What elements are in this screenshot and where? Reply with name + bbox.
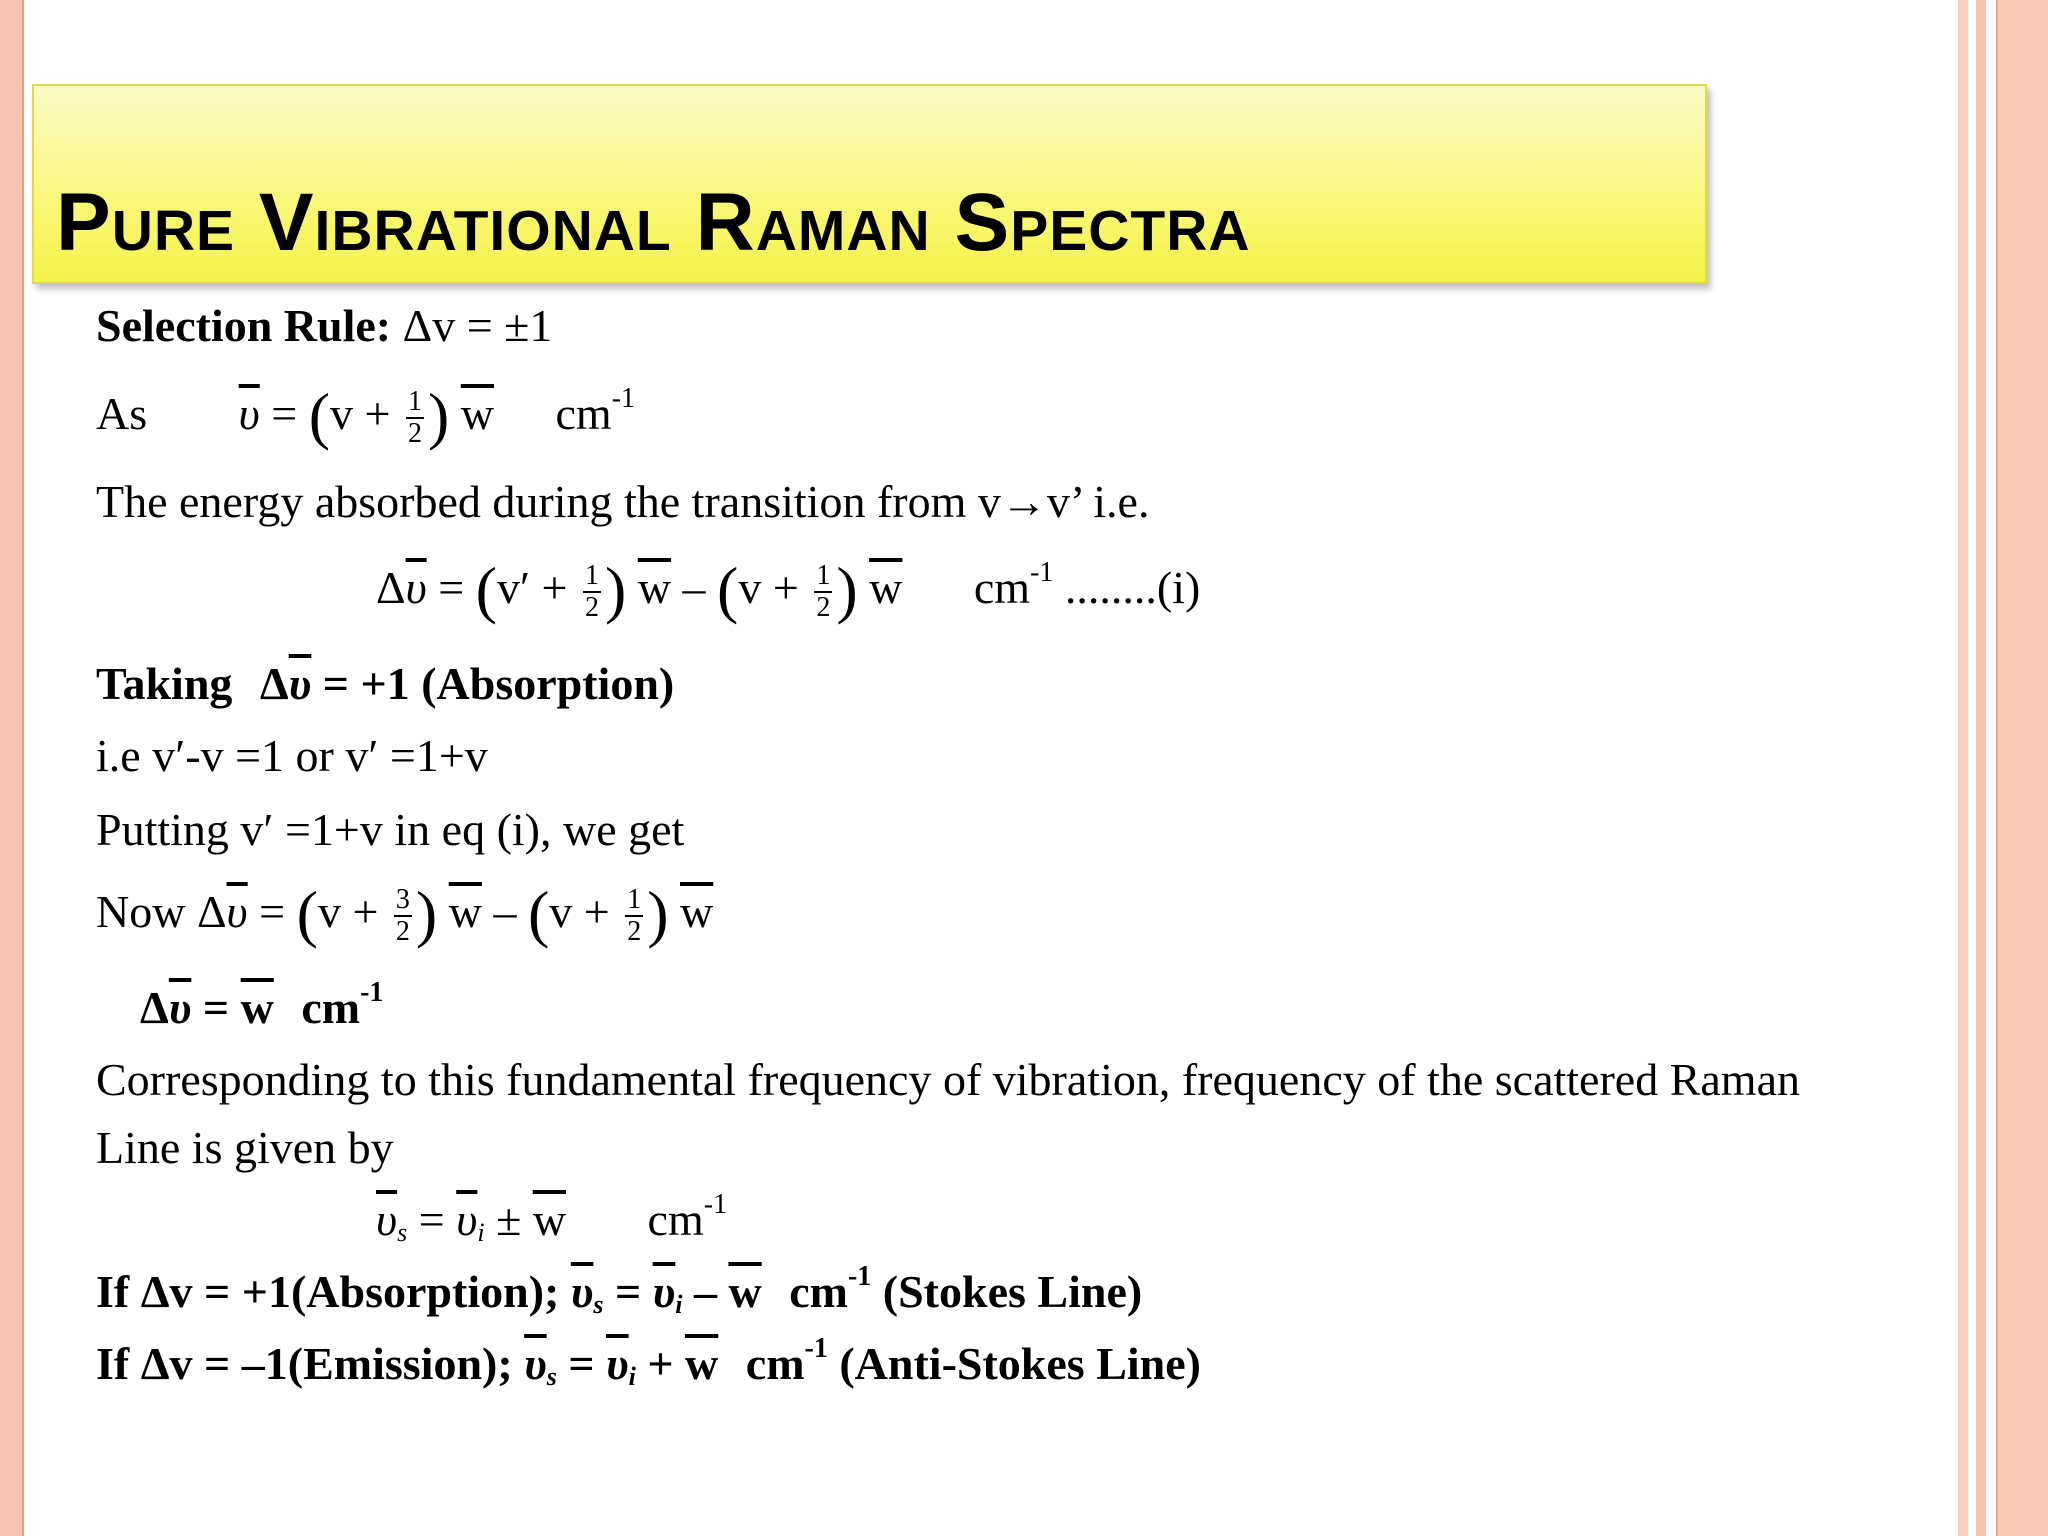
w-bar-symbol: $\overline{w}$ xyxy=(532,1194,567,1245)
subscript-i: i xyxy=(675,1290,683,1319)
energy-absorbed-text: The energy absorbed during the transition from v→v’ i.e. xyxy=(96,476,1150,527)
anti-stokes-line-rule xyxy=(96,1333,1201,1392)
w-bar-symbol: $\overline{w}$ xyxy=(448,886,482,937)
fraction-three-halves: $\frac{3}{2}$ xyxy=(395,884,410,948)
taking-label: Taking xyxy=(96,658,233,709)
delta-symbol: Δ xyxy=(376,562,406,613)
paren-open: ( xyxy=(308,380,331,451)
right-edge-stripe xyxy=(1958,0,1968,1536)
subscript-s: s xyxy=(546,1362,557,1391)
unit-exponent: -1 xyxy=(804,1333,828,1364)
slide-title: Pure Vibrational Raman Spectra xyxy=(56,177,1251,268)
plus-one-value: +1 xyxy=(360,658,410,709)
unit-cm: cm xyxy=(647,1194,704,1245)
selection-rule-expr: Δv = ±1 xyxy=(402,300,553,351)
subscript-i: i xyxy=(477,1218,485,1247)
unit-cm: cm xyxy=(789,1266,848,1317)
w-bar-symbol: $\overline{w}$ xyxy=(869,562,903,613)
equation-number: ........(i) xyxy=(1064,562,1201,613)
selection-rule-line xyxy=(96,298,552,354)
right-edge-band xyxy=(1996,0,2048,1536)
wavenumber-symbol: $\overline{\upsilon}$ xyxy=(238,388,260,439)
minus-sign: – xyxy=(693,1266,717,1317)
unit-exponent: -1 xyxy=(847,1261,872,1292)
corresponding-text: Corresponding to this fundamental frequency of vibration, frequency of the scattered Raman xyxy=(96,1054,1800,1105)
wavenumber-symbol: $\overline{\upsilon}$ xyxy=(652,1266,676,1317)
w-bar-symbol: $\overline{w}$ xyxy=(680,886,714,937)
plus-sign: + xyxy=(583,886,610,937)
equals-sign: = xyxy=(322,658,349,709)
selection-rule-label: Selection Rule: xyxy=(96,300,392,351)
unit-exponent: -1 xyxy=(611,383,636,414)
emission-condition: If Δv = –1(Emission); xyxy=(96,1338,513,1389)
delta-symbol: Δ xyxy=(259,658,289,709)
unit-cm: cm xyxy=(301,982,361,1033)
plus-sign: + xyxy=(647,1338,674,1389)
paren-close: ) xyxy=(427,380,450,451)
fraction-half: $\frac{1}{2}$ xyxy=(627,884,642,948)
v-symbol: v xyxy=(317,886,341,937)
unit-exponent: -1 xyxy=(360,977,384,1008)
paren-close: ) xyxy=(415,878,438,949)
wavenumber-symbol: $\overline{\upsilon}$ xyxy=(524,1338,547,1389)
v-symbol: v xyxy=(549,886,573,937)
taking-absorption-line xyxy=(96,656,674,712)
wavenumber-symbol: $\overline{\upsilon}$ xyxy=(288,658,312,709)
line-given-by-text: Line is given by xyxy=(96,1122,394,1173)
minus-sign: – xyxy=(493,886,517,937)
paren-open: ( xyxy=(296,878,318,949)
minus-sign: – xyxy=(682,562,706,613)
paren-close: ) xyxy=(647,878,669,949)
plus-sign: + xyxy=(772,562,799,613)
equals-sign: = xyxy=(614,1266,642,1317)
fraction-half: $\frac{1}{2}$ xyxy=(816,560,831,624)
v-symbol: v xyxy=(330,388,354,439)
unit-cm: cm xyxy=(555,388,612,439)
scattered-line-equation xyxy=(376,1189,728,1248)
wavenumber-symbol: $\overline{\upsilon}$ xyxy=(570,1266,594,1317)
v-symbol: v xyxy=(738,562,762,613)
wavenumber-symbol: $\overline{\upsilon}$ xyxy=(226,886,248,937)
stokes-line-label: (Stokes Line) xyxy=(882,1266,1143,1317)
energy-level-equation xyxy=(96,380,636,451)
transition-equation xyxy=(376,554,1201,625)
absorption-condition: If Δv = +1(Absorption); xyxy=(96,1266,560,1317)
v-prime-relation: i.e v′-v =1 or v′ =1+v xyxy=(96,730,488,781)
plus-sign: + xyxy=(364,388,391,439)
equals-sign: = xyxy=(568,1338,595,1389)
plus-sign: + xyxy=(541,562,568,613)
unit-cm: cm xyxy=(745,1338,805,1389)
wavenumber-symbol: $\overline{\upsilon}$ xyxy=(376,1194,398,1245)
paren-close: ) xyxy=(836,554,858,625)
equals-sign: = xyxy=(259,886,286,937)
paren-close: ) xyxy=(605,554,627,625)
equals-sign: = xyxy=(271,388,298,439)
unit-exponent: -1 xyxy=(1030,557,1054,588)
subscript-s: s xyxy=(397,1218,408,1247)
now-equation xyxy=(96,878,714,949)
putting-text: Putting v′ =1+v in eq (i), we get xyxy=(96,804,685,855)
fraction-half: $\frac{1}{2}$ xyxy=(407,386,422,450)
v-prime-symbol: v′ xyxy=(496,562,531,613)
plus-sign: + xyxy=(352,886,379,937)
as-label: As xyxy=(96,388,148,439)
wavenumber-symbol: $\overline{\upsilon}$ xyxy=(168,982,192,1033)
plus-minus-sign: ± xyxy=(496,1194,522,1245)
equals-sign: = xyxy=(418,1194,445,1245)
delta-symbol: Δ xyxy=(196,886,227,937)
w-bar-symbol: $\overline{w}$ xyxy=(240,982,274,1033)
equals-sign: = xyxy=(438,562,465,613)
subscript-s: s xyxy=(593,1290,604,1319)
w-bar-symbol: $\overline{w}$ xyxy=(685,1338,719,1389)
w-bar-symbol: $\overline{w}$ xyxy=(728,1266,762,1317)
wavenumber-symbol: $\overline{\upsilon}$ xyxy=(405,562,427,613)
fraction-half: $\frac{1}{2}$ xyxy=(585,560,599,624)
equals-sign: = xyxy=(202,982,230,1033)
paren-open: ( xyxy=(527,878,550,949)
now-label: Now xyxy=(96,886,186,937)
wavenumber-symbol: $\overline{\upsilon}$ xyxy=(606,1338,629,1389)
unit-cm: cm xyxy=(973,562,1031,613)
result-equation xyxy=(140,977,384,1036)
delta-symbol: Δ xyxy=(140,982,169,1033)
w-bar-symbol: $\overline{w}$ xyxy=(460,388,495,439)
paren-open: ( xyxy=(475,554,497,625)
right-edge-stripe xyxy=(1976,0,1986,1536)
w-bar-symbol: $\overline{w}$ xyxy=(637,562,672,613)
stokes-line-rule xyxy=(96,1261,1143,1320)
unit-exponent: -1 xyxy=(703,1189,728,1220)
absorption-label: (Absorption) xyxy=(421,658,675,709)
anti-stokes-line-label: (Anti-Stokes Line) xyxy=(839,1338,1201,1389)
wavenumber-symbol: $\overline{\upsilon}$ xyxy=(456,1194,478,1245)
paren-open: ( xyxy=(717,554,739,625)
subscript-i: i xyxy=(628,1362,636,1391)
